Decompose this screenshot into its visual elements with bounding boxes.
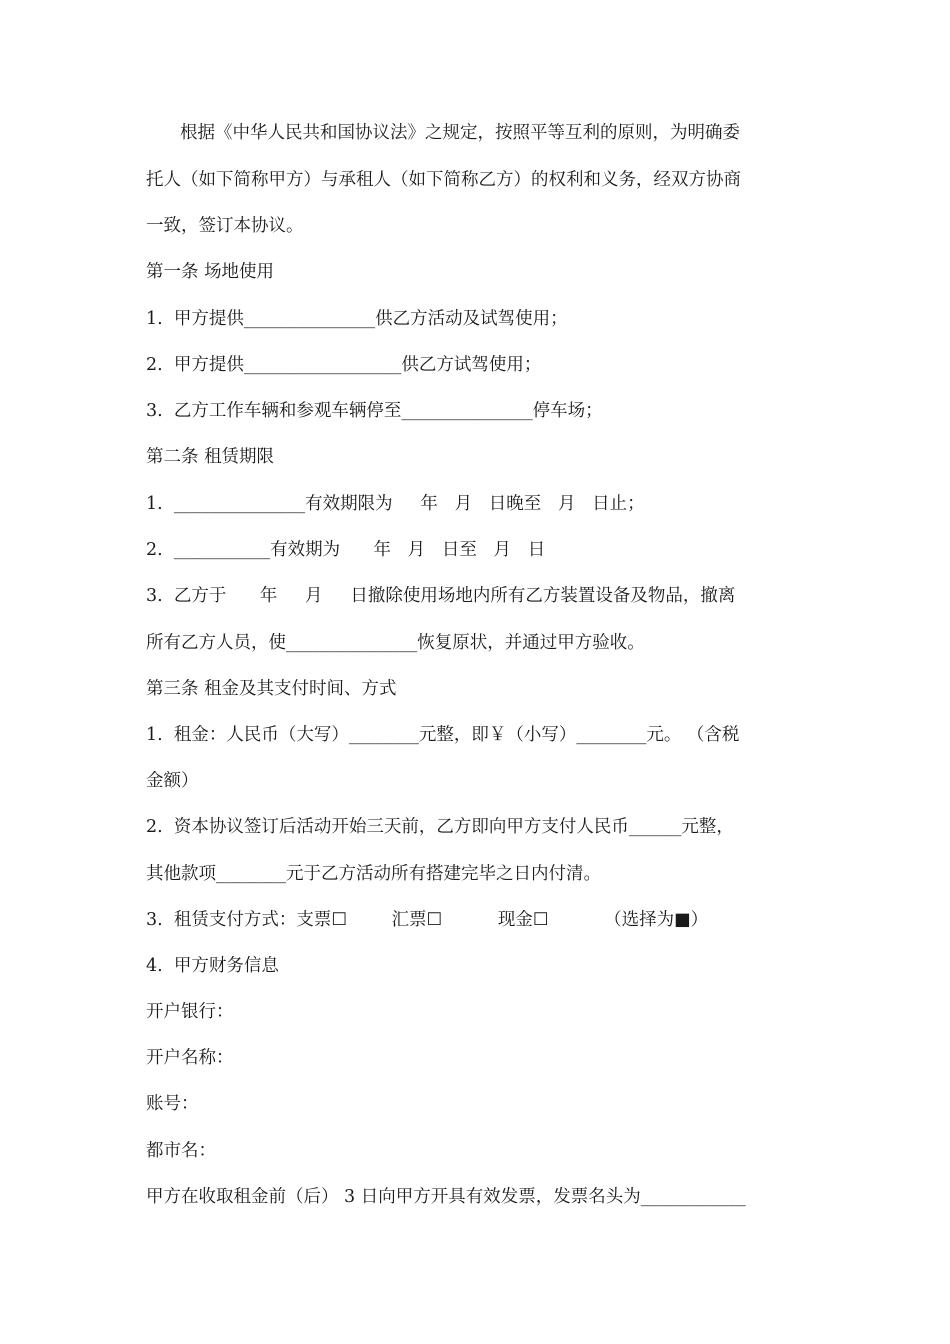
account-name-label: 开户名称： <box>146 1048 234 1068</box>
article-3-item-1-cont: 金额） <box>146 771 199 791</box>
article-2-item-1: 1. _______________有效期限为 年 月 日晚至 月 日止； <box>146 494 645 514</box>
bank-name-label: 开户银行： <box>146 1002 234 1022</box>
article-1-item-2: 2. 甲方提供__________________供乙方试驾使用； <box>146 355 542 375</box>
article-3-item-4: 4. 甲方财务信息 <box>146 956 279 976</box>
article-3-item-3: 3. 租赁支付方式：支票☐ 汇票☐ 现金☐ （选择为■） <box>146 910 709 930</box>
paragraph-intro-line-2: 托人（如下简称甲方）与承租人（如下简称乙方）的权利和义务，经双方协商 <box>146 170 741 190</box>
article-2-item-3-cont: 所有乙方人员，使_______________恢复原状，并通过甲方验收。 <box>146 633 645 653</box>
article-3-heading: 第三条 租金及其支付时间、方式 <box>146 679 397 699</box>
city-label: 都市名： <box>146 1141 216 1161</box>
account-number-label: 账号： <box>146 1094 199 1114</box>
article-2-item-3: 3. 乙方于 年 月 日撤除使用场地内所有乙方装置设备及物品，撤离 <box>146 586 736 606</box>
article-1-heading: 第一条 场地使用 <box>146 262 275 282</box>
article-1-item-3: 3. 乙方工作车辆和参观车辆停至_______________停车场； <box>146 401 603 421</box>
article-1-item-1: 1. 甲方提供_______________供乙方活动及试驾使用； <box>146 309 568 329</box>
article-2-item-2: 2. ___________有效期为 年 月 日至 月 日 <box>146 540 546 560</box>
paragraph-intro-line-1: 根据《中华人民共和国协议法》之规定，按照平等互利的原则，为明确委 <box>180 123 740 143</box>
article-3-item-1: 1. 租金：人民币（大写）________元整，即￥（小写）________元。 （含税 <box>146 725 740 745</box>
paragraph-intro-line-3: 一致，签订本协议。 <box>146 216 304 236</box>
article-3-item-2-cont: 其他款项________元于乙方活动所有搭建完毕之日内付清。 <box>146 864 601 884</box>
article-2-heading: 第二条 租赁期限 <box>146 447 275 467</box>
invoice-clause: 甲方在收取租金前（后） 3 日向甲方开具有效发票，发票名头为____________ <box>146 1187 746 1207</box>
article-3-item-2: 2. 资本协议签订后活动开始三天前，乙方即向甲方支付人民币______元整， <box>146 817 734 837</box>
